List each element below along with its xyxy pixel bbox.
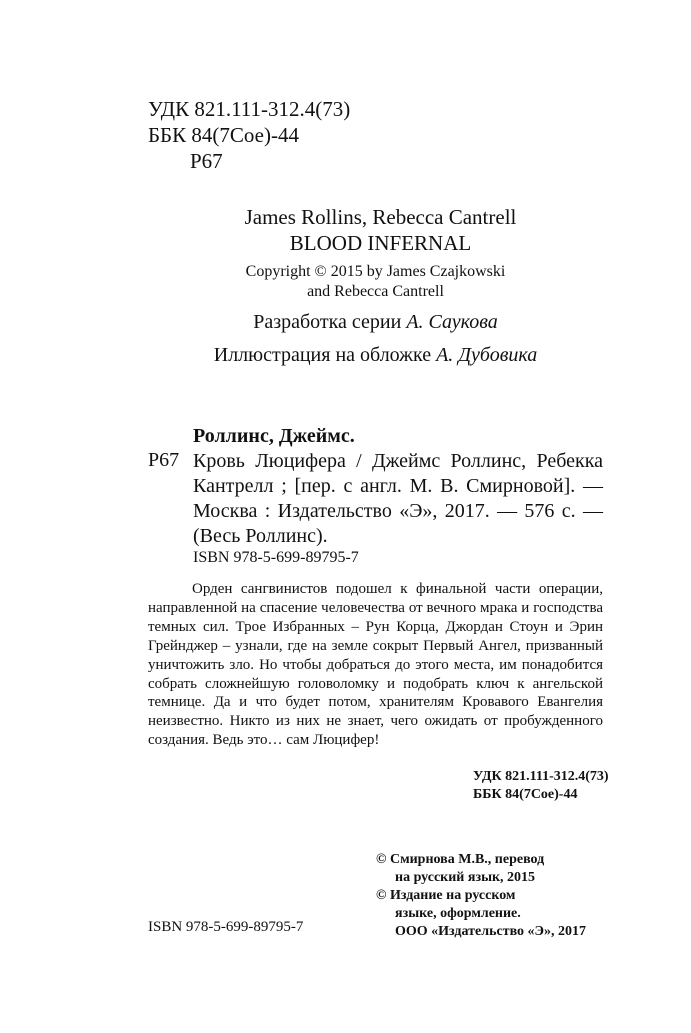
classification-block [473, 768, 609, 804]
header-udk: УДК 821.111-312.4(73) [148, 97, 351, 121]
illustration-author: А. Дубовика [436, 344, 538, 366]
classification-bbk: ББК 84(7Сое)-44 [473, 787, 578, 802]
edition-copyright-3: ООО «Издательство «Э», 2017 [395, 924, 587, 939]
copyright-block [376, 851, 586, 941]
copyright-line-1: Copyright © 2015 by James Czajkowski [245, 263, 506, 280]
header-bbk: ББК 84(7Сое)-44 [148, 123, 299, 147]
edition-copyright-1: © Издание на русском [376, 888, 516, 903]
series-label: Разработка серии [253, 311, 402, 333]
series-author: А. Саукова [406, 311, 498, 333]
bibliography-author: Роллинс, Джеймс. [193, 425, 355, 447]
annotation-text: Орден сангвинистов подошел к финальной части операции, направленной на спасение человечества от вечного мрака и господства темных сил. Трое Избранных – Рун Корца, Джордан Стоун и Эрин Грейнджер – узнали, где на земле сокрыт Первый Ангел, призванный уничтожить зло. Но чтобы добраться до этого места, им понадобится собрать сложнейшую головоломку и подобрать ключ к ангельской темнице. Да и что будет потом, хранителям Кровавого Евангелия неизвестно. Никто из них не знает, чего ожидать от пробужденного создания. Ведь это… сам Люцифер! [148, 581, 603, 749]
copyright-line-2: and Rebecca Cantrell [307, 283, 444, 300]
edition-copyright-2: языке, оформление. [395, 906, 521, 921]
footer-isbn: ISBN 978-5-699-89795-7 [148, 919, 304, 935]
illustration-credit [30, 344, 691, 367]
series-credit [30, 311, 691, 334]
bibliography-entry: Кровь Люцифера / Джеймс Роллинс, Ребекка Кантрелл ; [пер. с англ. М. В. Смирновой]. — Москва : Издательство «Э», 2017. — 576 с. — (Весь Роллинс). [193, 450, 603, 547]
classification-udk: УДК 821.111-312.4(73) [473, 769, 609, 784]
bibliography-isbn: ISBN 978-5-699-89795-7 [193, 549, 359, 566]
book-title-en: BLOOD INFERNAL [289, 231, 472, 255]
translation-copyright-2: на русский язык, 2015 [395, 870, 536, 885]
translation-copyright-1: © Смирнова М.В., перевод [376, 852, 545, 867]
illustration-label: Иллюстрация на обложке [213, 344, 432, 366]
bibliography-code: Р67 [148, 449, 180, 471]
original-copyright [30, 262, 691, 302]
authors-en: James Rollins, Rebecca Cantrell [244, 205, 517, 229]
header-classification [148, 96, 350, 174]
header-author-code: Р67 [190, 149, 223, 173]
